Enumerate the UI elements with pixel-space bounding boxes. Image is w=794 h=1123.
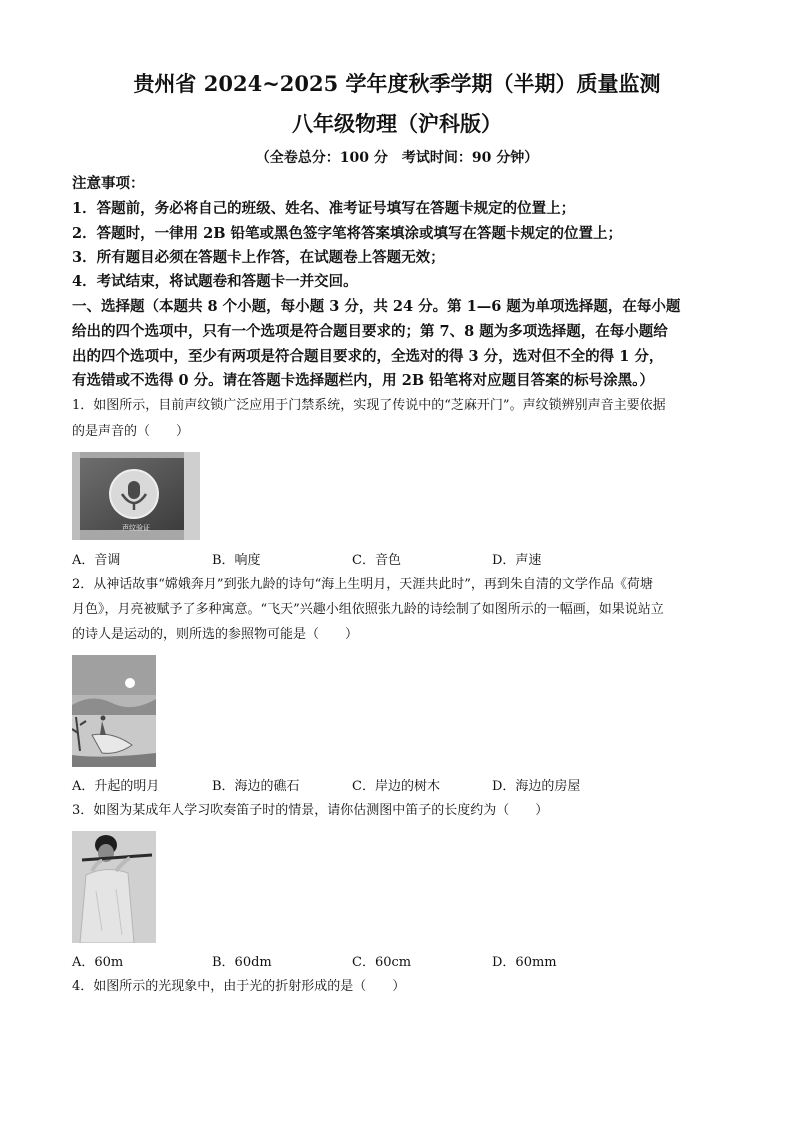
option-d[interactable]: D．60mm bbox=[492, 955, 557, 970]
moon-poet-painting-image bbox=[72, 655, 156, 767]
question-1-text: 的是声音的（ ） bbox=[72, 424, 190, 439]
question-2-text: 的诗人是运动的，则所选的参照物可能是（ ） bbox=[72, 627, 359, 642]
note-item: 1．答题前，务必将自己的班级、姓名、准考证号填写在答题卡规定的位置上； bbox=[72, 200, 576, 217]
voiceprint-lock-image bbox=[72, 452, 200, 540]
flute-player-image bbox=[72, 831, 156, 943]
exam-meta: （全卷总分：100 分 考试时间：90 分钟） bbox=[255, 150, 539, 166]
question-3-text: 3．如图为某成年人学习吹奏笛子时的情景，请你估测图中笛子的长度约为（ ） bbox=[72, 803, 549, 818]
question-3-options bbox=[72, 953, 632, 973]
question-1-text: 1．如图所示，目前声纹锁广泛应用于门禁系统，实现了传说中的“芝麻开门”。声纹锁辨别声音主要依据 bbox=[72, 398, 666, 413]
question-2-text: 月色》，月亮被赋予了多种寓意。“飞天”兴趣小组依照张九龄的诗绘制了如图所示的一幅画，如果说站立 bbox=[72, 602, 664, 617]
option-a[interactable]: A．升起的明月 bbox=[72, 779, 160, 794]
question-1-options bbox=[72, 551, 632, 571]
image-caption: 声纹验证 bbox=[122, 524, 150, 532]
option-d[interactable]: D．海边的房屋 bbox=[492, 779, 581, 794]
option-b[interactable]: B．响度 bbox=[212, 553, 261, 568]
option-c[interactable]: C．岸边的树木 bbox=[352, 779, 440, 794]
question-2-options bbox=[72, 777, 632, 797]
note-item: 4．考试结束，将试题卷和答题卡一并交回。 bbox=[72, 273, 358, 290]
option-b[interactable]: B．60dm bbox=[212, 955, 272, 970]
question-4-text: 4．如图所示的光现象中，由于光的折射形成的是（ ） bbox=[72, 979, 406, 994]
section-instructions-line: 一、选择题（本题共 8 个小题，每小题 3 分，共 24 分。第 1—6 题为单项选择题，在每小题 bbox=[72, 298, 681, 315]
exam-title: 贵州省 2024~2025 学年度秋季学期（半期）质量监测 bbox=[133, 71, 661, 96]
section-instructions-line: 出的四个选项中，至少有两项是符合题目要求的，全选对的得 3 分，选对但不全的得 1 分， bbox=[72, 348, 664, 365]
option-d[interactable]: D．声速 bbox=[492, 553, 542, 568]
exam-subtitle: 八年级物理（沪科版） bbox=[292, 111, 502, 136]
option-b[interactable]: B．海边的礁石 bbox=[212, 779, 300, 794]
note-item: 2．答题时，一律用 2B 铅笔或黑色签字笔将答案填涂或填写在答题卡规定的位置上； bbox=[72, 225, 623, 242]
question-2-text: 2．从神话故事“嫦娥奔月”到张九龄的诗句“海上生明月，天涯共此时”，再到朱自清的文学作品《荷塘 bbox=[72, 577, 653, 592]
note-item: 3．所有题目必须在答题卡上作答，在试题卷上答题无效； bbox=[72, 249, 445, 266]
option-c[interactable]: C．音色 bbox=[352, 553, 401, 568]
option-a[interactable]: A．音调 bbox=[72, 553, 121, 568]
section-instructions-line: 有选错或不选得 0 分。请在答题卡选择题栏内，用 2B 铅笔将对应题目答案的标号涂黑。） bbox=[72, 372, 654, 389]
option-a[interactable]: A．60m bbox=[72, 955, 124, 970]
section-instructions-line: 给出的四个选项中，只有一个选项是符合题目要求的；第 7、8 题为多项选择题，在每小题给 bbox=[72, 323, 668, 340]
notes-heading: 注意事项： bbox=[72, 175, 145, 192]
option-c[interactable]: C．60cm bbox=[352, 955, 412, 970]
